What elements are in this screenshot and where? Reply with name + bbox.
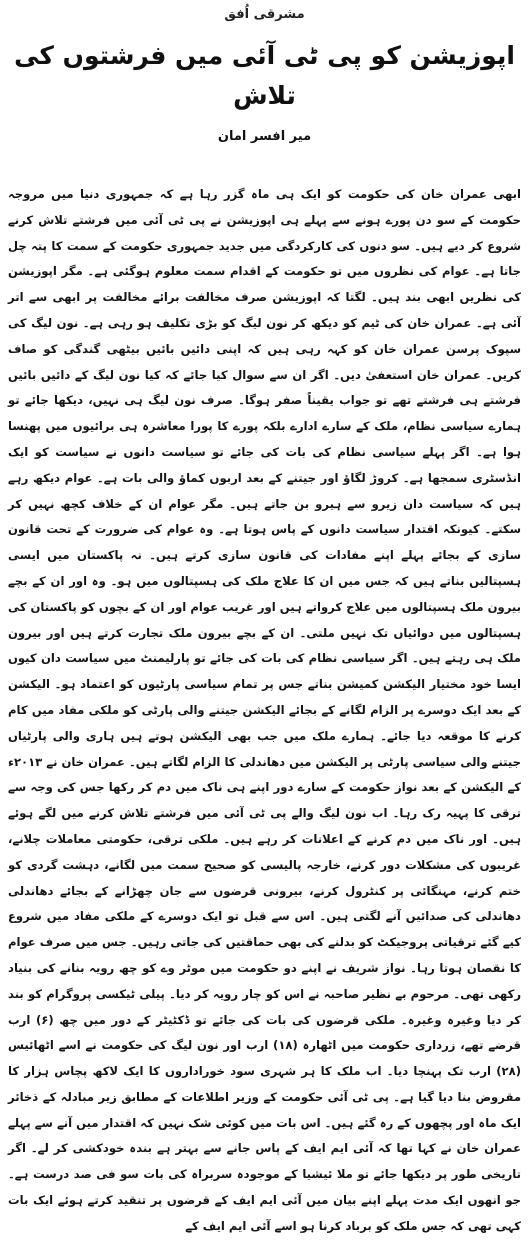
author-byline: میر افسر امان (217, 129, 312, 144)
headline: اپوزیشن کو پی ٹی آئی میں فرشتوں کی تلاش (14, 41, 515, 110)
column-name: مشرقی اُفق (224, 7, 305, 22)
column-header (8, 6, 521, 146)
article-body: ابھی عمران خان کی حکومت کو ایک ہی ماہ گزر رہا ہے کہ جمہوری دنیا میں مروجہ حکومت کے سو دن پورے ہونے سے پہلے ہی اپوزیشن نے پی ٹی آئی میں فرشتے تلاش کرنے شروع کر دیے ہیں۔ سو دنوں کی کارکردگی میں جدید جمہوری حکومت کے سمت کا پتہ چل جاتا ہے۔ عوام کی نظروں میں تو حکومت کے اقدام سمت معلوم ہوگئی ہے۔ مگر اپوزیشن کی نظریں ابھی بند ہیں۔ لگتا کہ اپوزیشن صرف مخالفت برائے مخالفت پر ابھی سے اتر آئی ہے۔ عمران خان کی ٹیم کو دیکھ کر نون لیگ کو بڑی تکلیف ہو رہی ہے۔ نون لیگ کی سپوک پرسن عمران خان کو کہہ رہی ہیں کہ اپنی دائیں بائیں بیٹھی گندگی کو صاف کریں۔ عمران خان استعفیٰ دیں۔ اگر ان سے سوال کیا جائے کہ کیا نون لیگ کے دائیں بائیں فرشتے ہی فرشتے تھے تو جواب یقیناً صفر ہوگا۔ صرف نون لیگ ہی نہیں، دیکھا جائے تو ہمارے سیاسی نظام، ملک کے سارے ادارے بلکہ پورے کا پورا معاشرہ ہی برائیوں میں پھنسا ہوا ہے۔ اگر پہلے سیاسی نظام کی بات کی جائے تو سیاست دانوں نے سیاست کو ایک انڈسٹری سمجھا ہے۔ کروڑ لگاؤ اور جیتنے کے بعد اربوں کماؤ والی بات ہے۔ عوام دیکھ رہے ہیں کہ سیاست دان زیرو سے ہیرو بن جاتے ہیں۔ مگر عوام ان کے خلاف کچھ نہیں کر سکتے۔ کیونکہ اقتدار سیاست دانوں کے پاس ہوتا ہے۔ وہ عوام کی ضرورت کے تحت قانون سازی کے بجائے پہلے اپنے مفادات کی قانون سازی کرتے ہیں۔ نہ پاکستان میں ایسی ہسپتالیں بناتے ہیں کہ جس میں ان کا علاج ملک کی ہسپتالوں میں ہو۔ وہ اور ان کے بچے بیرون ملک ہسپتالوں میں علاج کرواتے ہیں اور غریب عوام اور ان کے بچوں کو پاکستان کی ہسپتالوں میں دوائیاں تک نہیں ملتی۔ ان کے بچے بیرون ملک تجارت کرتے ہیں اور بیرون ملک ہی رہتے ہیں۔ اگر سیاسی نظام کی بات کی جائے تو پارلیمنٹ میں سیاست دان کیوں ایسا خود مختیار الیکشن کمیشن بناتے جس پر تمام سیاسی پارٹیوں کو اعتماد ہو۔ الیکشن کے بعد ایک دوسرے پر الزام لگانے کے بجائے الیکشن جیتنے والی پارٹی کو ملکی مفاد میں کام کرنے کا موقعہ دیا جائے۔ ہمارے ملک میں جب بھی الیکشن ہوتے ہیں ہاری والی پارٹیاں جیتنے والی سیاسی پارٹی پر الیکشن میں دھاندلی کا الزام لگاتے ہیں۔ عمران خان نے ۲۰۱۳ء کے الیکشن کے بعد نواز حکومت کے سارے دور اپنے ہی ناک میں دم کر رکھا جس کی وجہ سے ترقی کا پہیہ رک رہا۔ اب نون لیگ والے پی ٹی آئی میں فرشتے تلاش کرنے میں لگے ہوئے ہیں۔ اور ناک میں دم کرنے کے اعلانات کر رہے ہیں۔ ملکی ترقی، حکومتی معاملات چلانے، غریبوں کی مشکلات دور کرنے، خارجہ پالیسی کو صحیح سمت میں لگانے، دہشت گردی کو ختم کرنے، مہنگائی پر کنٹرول کرنے، بیرونی قرضوں سے جان چھڑانے کے بجائے دھاندلی دھاندلی کی صدائیں آنے لگتی ہیں۔ اس سے قبل تو ایک دوسرے کے ملکی مفاد میں شروع کیے گئے ترقیاتی پروجیکٹ کو بدلنے کی بھی حماقتیں کی جاتی رہیں۔ جس میں صرف عوام کا نقصان ہوتا رہا۔ نواز شریف نے اپنے دو حکومت میں موٹر وے کو چھ رویہ بنانے کی بنیاد رکھی تھی۔ مرحوم بے نظیر صاحبہ نے اس کو چار رویہ کر دیا۔ پیلی ٹیکسی پروگرام کو بند کر دیا وغیرہ وغیرہ۔ ملکی قرضوں کی بات کی جائے تو ڈکٹیٹر کے دور میں چھ (۶) ارب قرضے تھے، زرداری حکومت میں اٹھارہ (۱۸) ارب اور نون لیگ کی حکومت نے اسے اٹھائیس (۲۸) ارب تک پہنچا دیا۔ اب ملک کا ہر شہری سود خوراداروں کا ایک لاکھ پچاس ہزار کا مقروض بنا دیا گیا ہے۔ پی ٹی آئی حکومت کے وزیر اطلاعات کے مطابق زیر مبادلہ کے ذخائر ایک ماہ اور پچھوں کے رہ گئے ہیں۔ اس بات میں کوئی شک نہیں کہ اقتدار میں آنے سے پہلے عمران خان نے کہا تھا کہ آئی ایم ایف کے پاس جانے سے بہتر ہے بندہ خودکشی کر لے۔ اگر تاریخی طور پر دیکھا جائے تو ملا ئیشیا کے موجودہ سربراہ کی بات سو فی صد درست ہے۔ جو انھوں ایک مدت پہلے اپنے بیان میں آئی ایم ایف کے قرضوں پر تنقید کرتے ہوئے ایک بات کہی تھی کہ جس ملک کو برباد کرنا ہو اسے آئی ایم ایف کے (8, 187, 522, 1233)
